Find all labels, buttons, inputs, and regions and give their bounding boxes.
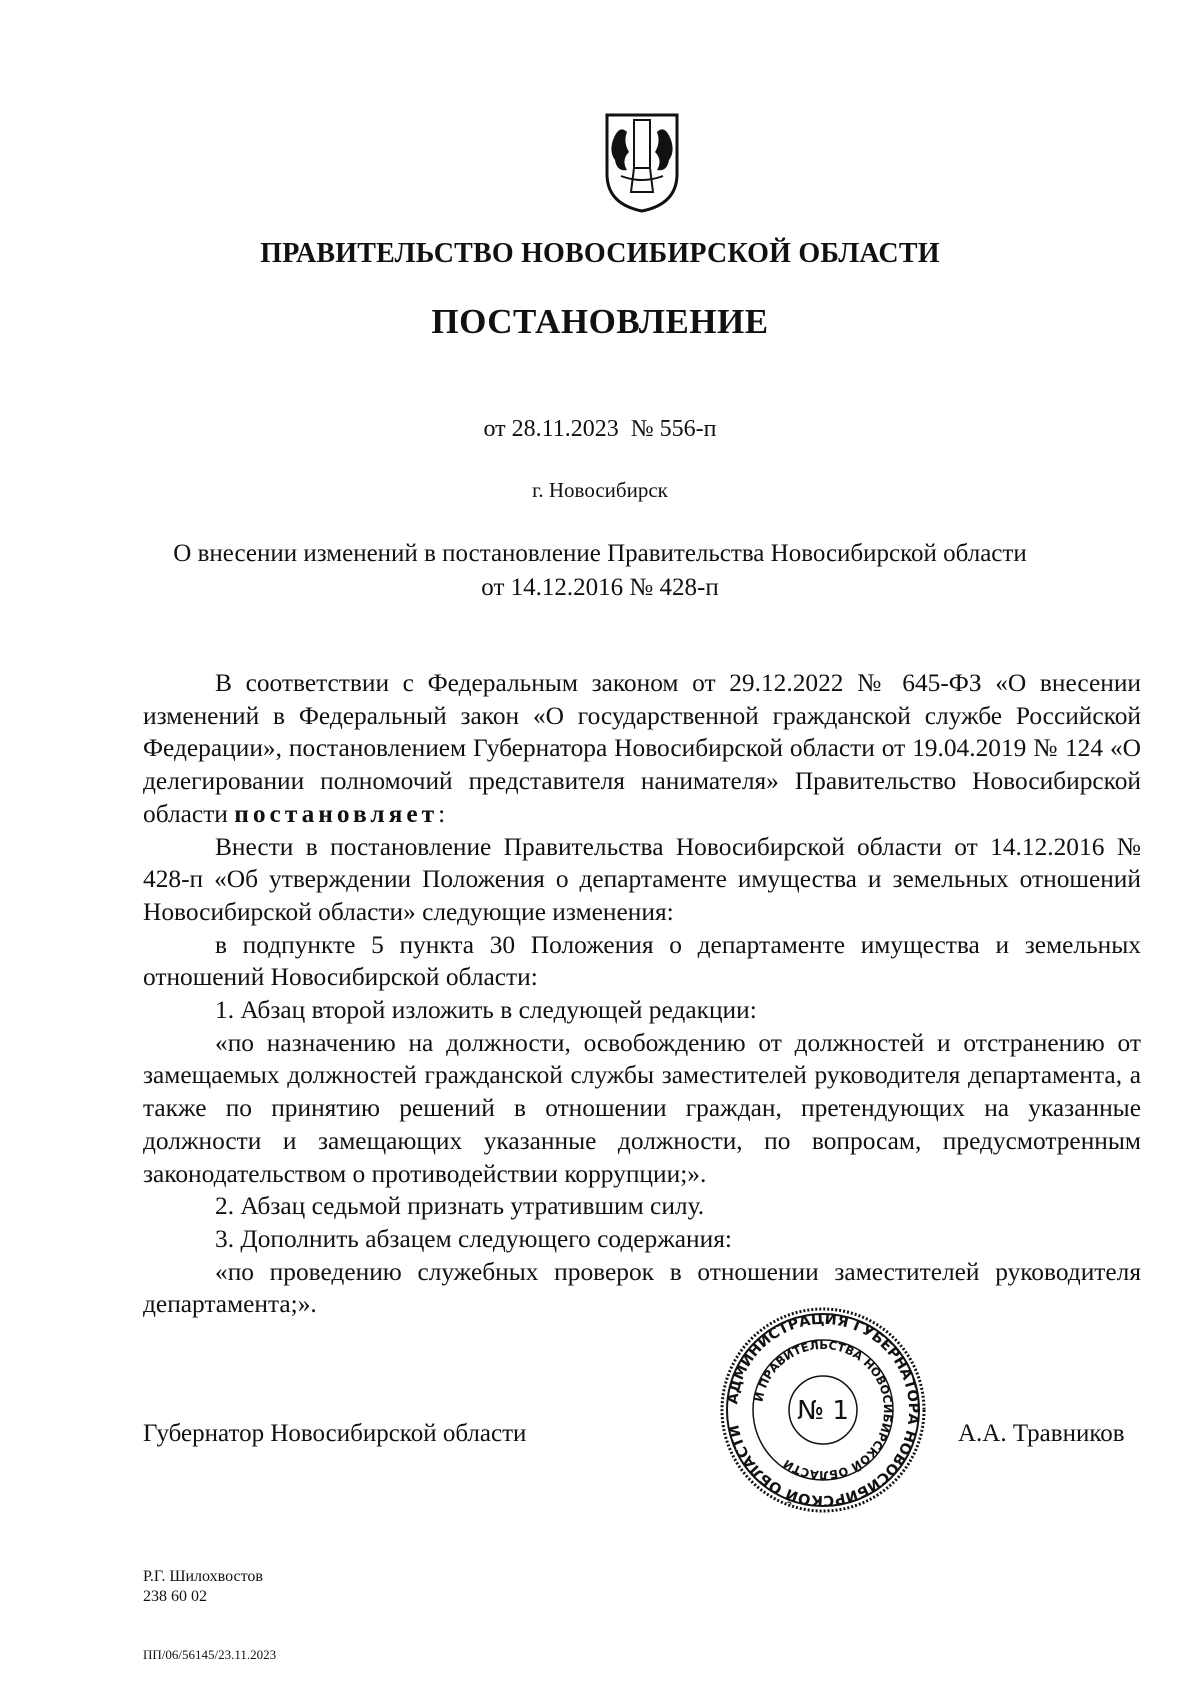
document-date: 28.11.2023	[511, 416, 619, 442]
date-number-line	[0, 416, 1200, 443]
body-paragraph	[143, 667, 1141, 831]
body-paragraph: 3. Дополнить абзацем следующего содержания:	[215, 1224, 732, 1253]
organization-title: ПРАВИТЕЛЬСТВО НОВОСИБИРСКОЙ ОБЛАСТИ	[260, 238, 940, 269]
subject-line-2: от 14.12.2016 № 428-п	[481, 574, 719, 601]
document-body	[143, 667, 1141, 1321]
resolution-keyword: постановляет	[234, 799, 439, 828]
official-seal	[720, 1307, 926, 1513]
contact-block	[143, 1567, 263, 1607]
contact-phone: 238 60 02	[143, 1588, 207, 1605]
subject-line-1: О внесении изменений в постановление Правительства Новосибирской области	[173, 540, 1027, 567]
seal-outer-text: АДМИНИСТРАЦИЯ ГУБЕРНАТОРА НОВОСИБИРСКОЙ ОБЛАСТИ	[725, 1311, 922, 1509]
preamble-end: :	[438, 799, 446, 828]
body-paragraph: 2. Абзац седьмой признать утратившим силу.	[215, 1192, 705, 1221]
contact-name: Р.Г. Шилохвостов	[143, 1568, 263, 1585]
document-number: 556-п	[659, 416, 717, 442]
city: г. Новосибирск	[532, 478, 668, 502]
preamble-text: В соответствии с Федеральным законом от 29.12.2022 № 645-ФЗ «О внесении изменений в Федеральный закон «О государственной гражданской службе Российской Федерации», постановлением Губернатора Новосибирской области от 19.04.2019 № 124 «О делегировании полномочий представителя нанимателя» Правительство Новосибирской области	[143, 669, 1141, 828]
coat-of-arms-icon	[601, 112, 683, 214]
body-paragraph: в подпункте 5 пункта 30 Положения о департаменте имущества и земельных отношений Новосибирской области:	[143, 930, 1141, 992]
date-prefix: от	[483, 416, 506, 442]
number-prefix: №	[630, 416, 654, 442]
body-paragraph: «по проведению служебных проверок в отношении заместителей руководителя департамента;».	[143, 1257, 1141, 1319]
seal-inner-text: И ПРАВИТЕЛЬСТВА НОВОСИБИРСКОЙ ОБЛАСТИ	[751, 1337, 896, 1483]
body-paragraph: «по назначению на должности, освобождению от должностей и отстранению от замещаемых должностей гражданской службы заместителей руководителя департамента, а также по принятию решений в отношении граждан, претендующих на указанные должности и замещающих указанные должности, по вопросам, предусмотренным законодательством о противодействии коррупции;».	[143, 1028, 1141, 1188]
document-type: ПОСТАНОВЛЕНИЕ	[431, 302, 769, 341]
signer-title: Губернатор Новосибирской области	[143, 1420, 527, 1447]
body-paragraph: Внести в постановление Правительства Новосибирской области от 14.12.2016 № 428-п «Об утверждении Положения о департаменте имущества и земельных отношений Новосибирской области» следующие изменения:	[143, 832, 1141, 926]
seal-number: № 1	[797, 1396, 849, 1426]
body-paragraph: 1. Абзац второй изложить в следующей редакции:	[215, 996, 757, 1025]
signer-name: А.А. Травников	[958, 1420, 1125, 1447]
document-subject	[0, 537, 1200, 605]
document-code: ПП/06/56145/23.11.2023	[143, 1647, 277, 1662]
